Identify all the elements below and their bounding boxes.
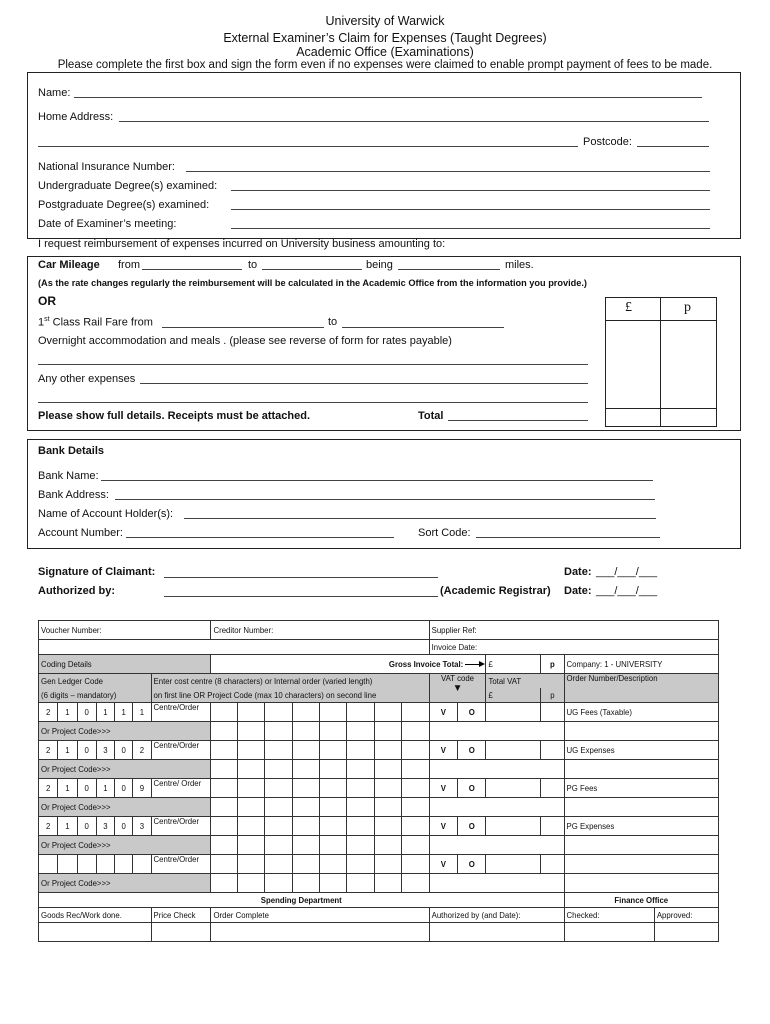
ledger-digit[interactable] xyxy=(115,855,133,874)
spending-dept-header: Spending Department xyxy=(39,893,565,908)
centre-order-label: Centre/Order xyxy=(151,703,211,722)
ni-number-label: National Insurance Number: xyxy=(38,161,175,173)
vat-code-header xyxy=(429,674,486,703)
home-address-label: Home Address: xyxy=(38,111,114,123)
vat-pound-cell[interactable] xyxy=(486,855,541,874)
vat-code-label: VAT code xyxy=(441,674,474,683)
vat-o-option[interactable]: O xyxy=(458,779,486,798)
checked-label: Checked: xyxy=(564,908,654,923)
ledger-digit[interactable]: 1 xyxy=(58,703,77,722)
gross-invoice-total-label: Gross Invoice Total: xyxy=(388,659,464,669)
code-box[interactable] xyxy=(265,741,292,760)
coding-row xyxy=(39,703,719,722)
vat-pence-cell[interactable] xyxy=(541,817,564,836)
order-description: UG Fees (Taxable) xyxy=(564,703,718,722)
code-box[interactable] xyxy=(402,779,429,798)
goods-rec-label: Goods Rec/Work done. xyxy=(39,908,152,923)
ledger-digit[interactable]: 3 xyxy=(96,741,114,760)
creditor-number-cell[interactable] xyxy=(211,621,429,640)
blank-cell xyxy=(429,836,564,855)
project-box[interactable] xyxy=(211,798,237,817)
mileage-miles-field[interactable] xyxy=(398,269,500,270)
project-box[interactable] xyxy=(347,722,374,741)
or-label: OR xyxy=(38,294,56,308)
goods-rec-field[interactable] xyxy=(39,923,152,942)
from-label: from xyxy=(118,259,140,271)
ledger-digit[interactable]: 1 xyxy=(115,703,133,722)
voucher-number-cell[interactable] xyxy=(39,621,211,640)
home-address-field[interactable] xyxy=(119,121,709,122)
code-box[interactable] xyxy=(347,741,374,760)
meeting-date-field[interactable] xyxy=(231,228,710,229)
order-complete-field[interactable] xyxy=(211,923,429,942)
meeting-date-label: Date of Examiner’s meeting: xyxy=(38,218,177,230)
project-box[interactable] xyxy=(292,836,319,855)
project-box[interactable] xyxy=(347,760,374,779)
sort-code-label: Sort Code: xyxy=(418,527,471,539)
code-box[interactable] xyxy=(211,817,237,836)
ledger-digit[interactable]: 0 xyxy=(77,817,96,836)
project-code-label: Or Project Code>>> xyxy=(39,874,211,893)
code-box[interactable] xyxy=(347,817,374,836)
code-box[interactable] xyxy=(211,779,237,798)
receipts-note: Please show full details. Receipts must be attached. xyxy=(38,410,311,422)
cost-centre-text-1: Enter cost centre (8 characters) or Internal order (varied length) xyxy=(153,676,373,686)
claimant-signature-field[interactable] xyxy=(164,577,438,578)
project-code-label: Or Project Code>>> xyxy=(39,836,211,855)
code-box[interactable] xyxy=(320,741,347,760)
vat-v-option[interactable]: V xyxy=(429,817,457,836)
vat-pence-label: p xyxy=(550,690,555,700)
project-box[interactable] xyxy=(237,722,264,741)
office-title: Academic Office (Examinations) xyxy=(296,45,474,59)
project-box[interactable] xyxy=(265,798,292,817)
car-mileage-label: Car Mileage xyxy=(38,259,100,271)
authorized-date-field[interactable]: ___/___/___ xyxy=(596,585,658,597)
project-box[interactable] xyxy=(237,760,264,779)
code-box[interactable] xyxy=(265,817,292,836)
project-box[interactable] xyxy=(374,760,401,779)
project-box[interactable] xyxy=(320,874,347,893)
ledger-digit[interactable] xyxy=(133,855,151,874)
price-check-field[interactable] xyxy=(151,923,211,942)
rail-to-field[interactable] xyxy=(342,327,504,328)
project-box[interactable] xyxy=(237,836,264,855)
vat-pence-cell[interactable] xyxy=(541,703,564,722)
vat-pound-cell[interactable] xyxy=(486,741,541,760)
vat-pence-cell[interactable] xyxy=(541,779,564,798)
miles-label: miles. xyxy=(505,259,534,271)
coding-details-label: Coding Details xyxy=(41,659,92,669)
pound-header: £ xyxy=(625,300,632,315)
ledger-digit[interactable]: 2 xyxy=(39,703,58,722)
registrar-label: (Academic Registrar) xyxy=(440,585,551,597)
reimbursement-text: I request reimbursement of expenses incurred on University business amounting to: xyxy=(38,238,446,250)
vat-pound-label: £ xyxy=(488,690,493,700)
blank-cell xyxy=(564,836,718,855)
total-vat-label: Total VAT xyxy=(488,676,522,686)
ledger-digit[interactable]: 0 xyxy=(77,703,96,722)
centre-order-label: Centre/Order xyxy=(151,741,211,760)
vat-v-option[interactable]: V xyxy=(429,741,457,760)
bank-address-field[interactable] xyxy=(115,499,655,500)
vat-o-option[interactable]: O xyxy=(458,703,486,722)
vat-pence-header xyxy=(541,688,564,703)
gross-pence-cell[interactable] xyxy=(541,655,564,674)
cost-centre-header-2 xyxy=(151,688,429,703)
six-digits-header xyxy=(39,688,152,703)
rail-fare-text: Class Rail Fare from xyxy=(52,316,153,329)
code-box[interactable] xyxy=(265,703,292,722)
project-box[interactable] xyxy=(320,760,347,779)
authorized-date-label: Date: xyxy=(564,585,592,597)
project-box[interactable] xyxy=(402,836,429,855)
account-number-field[interactable] xyxy=(126,537,394,538)
blank-cell xyxy=(429,722,564,741)
overnight-field[interactable] xyxy=(38,364,588,365)
rail-fare-label xyxy=(38,316,153,329)
coding-row xyxy=(39,741,719,760)
code-box[interactable] xyxy=(374,817,401,836)
order-desc-label: Order Number/Description xyxy=(566,674,658,683)
blank-cell xyxy=(564,722,718,741)
code-box[interactable] xyxy=(237,817,264,836)
rate-note: (As the rate changes regularly the reimbursement will be calculated in the Academic Office from the information you provide.) xyxy=(38,278,587,288)
project-box[interactable] xyxy=(292,798,319,817)
code-box[interactable] xyxy=(237,703,264,722)
price-check-label: Price Check xyxy=(151,908,211,923)
rail-fare-suffix: st xyxy=(44,316,50,323)
gross-pence-label: p xyxy=(550,659,555,669)
vat-v-option[interactable]: V xyxy=(429,779,457,798)
bank-address-label: Bank Address: xyxy=(38,489,109,501)
code-box[interactable] xyxy=(402,817,429,836)
project-box[interactable] xyxy=(347,798,374,817)
ledger-digit[interactable]: 0 xyxy=(115,741,133,760)
overnight-label: Overnight accommodation and meals . (please see reverse of form for rates payable) xyxy=(38,335,452,347)
blank-cell xyxy=(429,798,564,817)
project-box[interactable] xyxy=(374,836,401,855)
ledger-digit[interactable] xyxy=(58,855,77,874)
sort-code-field[interactable] xyxy=(476,537,660,538)
blank-cell xyxy=(564,760,718,779)
coding-row xyxy=(39,817,719,836)
code-box[interactable] xyxy=(347,855,374,874)
form-title: External Examiner’s Claim for Expenses (Taught Degrees) xyxy=(223,31,547,45)
total-label: Total xyxy=(418,410,444,422)
code-box[interactable] xyxy=(211,703,237,722)
project-box[interactable] xyxy=(320,836,347,855)
coding-table xyxy=(38,620,719,942)
code-box[interactable] xyxy=(265,855,292,874)
supplier-ref-cell[interactable] xyxy=(429,621,718,640)
code-box[interactable] xyxy=(402,741,429,760)
centre-order-label: Centre/Order xyxy=(151,817,211,836)
vat-pound-cell[interactable] xyxy=(486,817,541,836)
ledger-digit[interactable]: 2 xyxy=(39,817,58,836)
pence-header: p xyxy=(684,300,691,315)
vat-pound-cell[interactable] xyxy=(486,703,541,722)
code-box[interactable] xyxy=(347,703,374,722)
ug-degrees-field[interactable] xyxy=(231,190,710,191)
order-description: PG Expenses xyxy=(564,817,718,836)
pg-degrees-label: Postgraduate Degree(s) examined: xyxy=(38,199,210,211)
total-field[interactable] xyxy=(448,420,588,421)
project-box[interactable] xyxy=(320,798,347,817)
gross-invoice-total-cell xyxy=(211,655,486,674)
ledger-digit[interactable]: 9 xyxy=(133,779,151,798)
postcode-label: Postcode: xyxy=(583,136,632,148)
order-description: UG Expenses xyxy=(564,741,718,760)
claimant-signature-label: Signature of Claimant: xyxy=(38,566,156,578)
project-box[interactable] xyxy=(402,874,429,893)
project-box[interactable] xyxy=(347,874,374,893)
project-box[interactable] xyxy=(347,836,374,855)
blank-cell xyxy=(39,640,430,655)
code-box[interactable] xyxy=(374,703,401,722)
code-box[interactable] xyxy=(237,855,264,874)
code-box[interactable] xyxy=(320,703,347,722)
arrow-right-icon xyxy=(465,664,483,665)
vat-o-option[interactable]: O xyxy=(458,817,486,836)
project-box[interactable] xyxy=(292,760,319,779)
bank-name-field[interactable] xyxy=(101,480,653,481)
project-box[interactable] xyxy=(265,722,292,741)
rail-from-field[interactable] xyxy=(162,327,324,328)
authorized-by-label: Authorized by: xyxy=(38,585,115,597)
bank-details-box xyxy=(27,439,741,549)
name-field[interactable] xyxy=(74,97,702,98)
gross-pound-cell[interactable] xyxy=(486,655,541,674)
vat-pound-cell[interactable] xyxy=(486,779,541,798)
vat-pence-cell[interactable] xyxy=(541,741,564,760)
coding-row xyxy=(39,855,719,874)
account-holder-field[interactable] xyxy=(184,518,656,519)
authorized-date-label: Authorized by (and Date): xyxy=(429,908,564,923)
order-description: PG Fees xyxy=(564,779,718,798)
ledger-digit[interactable] xyxy=(77,855,96,874)
code-box[interactable] xyxy=(374,741,401,760)
project-box[interactable] xyxy=(211,836,237,855)
account-holder-label: Name of Account Holder(s): xyxy=(38,508,174,520)
mileage-to-field[interactable] xyxy=(262,269,362,270)
finance-office-header: Finance Office xyxy=(564,893,718,908)
name-label: Name: xyxy=(38,87,71,99)
university-title: University of Warwick xyxy=(325,14,445,28)
project-box[interactable] xyxy=(402,760,429,779)
project-box[interactable] xyxy=(292,722,319,741)
postcode-field[interactable] xyxy=(637,146,709,147)
rail-to-label: to xyxy=(328,316,338,328)
code-box[interactable] xyxy=(320,855,347,874)
invoice-date-cell[interactable] xyxy=(429,640,718,655)
ledger-digit[interactable]: 1 xyxy=(58,817,77,836)
home-address-field-2[interactable] xyxy=(38,146,578,147)
creditor-number-label: Creditor Number: xyxy=(213,625,274,635)
ledger-digit[interactable]: 2 xyxy=(39,741,58,760)
account-number-label: Account Number: xyxy=(38,527,123,539)
centre-order-label: Centre/ Order xyxy=(151,779,211,798)
approved-field[interactable] xyxy=(654,923,718,942)
blank-cell xyxy=(429,874,564,893)
project-code-label: Or Project Code>>> xyxy=(39,760,211,779)
project-box[interactable] xyxy=(374,874,401,893)
project-box[interactable] xyxy=(265,836,292,855)
project-box[interactable] xyxy=(402,722,429,741)
ledger-digit[interactable] xyxy=(39,855,58,874)
claimant-date-field[interactable]: ___/___/___ xyxy=(596,566,658,578)
authorized-signature-field[interactable] xyxy=(164,596,438,597)
vat-o-option[interactable]: O xyxy=(458,855,486,874)
pg-degrees-field[interactable] xyxy=(231,209,710,210)
code-box[interactable] xyxy=(265,779,292,798)
amount-total-line xyxy=(605,408,717,409)
vat-v-option[interactable]: V xyxy=(429,703,457,722)
project-box[interactable] xyxy=(211,874,237,893)
code-box[interactable] xyxy=(320,779,347,798)
checked-field[interactable] xyxy=(564,923,654,942)
project-box[interactable] xyxy=(237,798,264,817)
code-box[interactable] xyxy=(374,855,401,874)
project-box[interactable] xyxy=(211,760,237,779)
blank-cell xyxy=(429,760,564,779)
supplier-ref-label: Supplier Ref: xyxy=(431,625,477,635)
centre-order-label: Centre/Order xyxy=(151,855,211,874)
other-expenses-field[interactable] xyxy=(140,383,588,384)
project-box[interactable] xyxy=(320,722,347,741)
voucher-number-label: Voucher Number: xyxy=(41,625,102,635)
ledger-digit[interactable]: 0 xyxy=(115,779,133,798)
project-box[interactable] xyxy=(265,760,292,779)
project-box[interactable] xyxy=(374,798,401,817)
ledger-digit[interactable]: 2 xyxy=(39,779,58,798)
code-box[interactable] xyxy=(292,741,319,760)
code-box[interactable] xyxy=(292,855,319,874)
amount-header-line xyxy=(605,320,717,321)
invoice-date-label: Invoice Date: xyxy=(431,642,478,652)
project-code-label: Or Project Code>>> xyxy=(39,798,211,817)
gross-pound-label: £ xyxy=(488,659,493,669)
project-box[interactable] xyxy=(211,722,237,741)
ledger-digit[interactable]: 1 xyxy=(96,703,114,722)
bank-name-label: Bank Name: xyxy=(38,470,99,482)
rail-fare-ordinal: 1 xyxy=(38,316,45,329)
six-digits-label: (6 digits – mandatory) xyxy=(41,690,117,700)
code-box[interactable] xyxy=(374,779,401,798)
total-vat-header xyxy=(486,674,564,689)
code-box[interactable] xyxy=(211,855,237,874)
code-box[interactable] xyxy=(347,779,374,798)
ledger-digit[interactable]: 0 xyxy=(77,741,96,760)
ledger-digit[interactable]: 1 xyxy=(96,779,114,798)
ledger-digit[interactable]: 1 xyxy=(133,703,151,722)
code-box[interactable] xyxy=(292,817,319,836)
code-box[interactable] xyxy=(402,703,429,722)
ni-number-field[interactable] xyxy=(186,171,710,172)
order-desc-header xyxy=(564,674,718,703)
code-box[interactable] xyxy=(237,741,264,760)
code-box[interactable] xyxy=(320,817,347,836)
being-label: being xyxy=(366,259,393,271)
coding-row xyxy=(39,779,719,798)
blank-cell xyxy=(564,798,718,817)
cost-centre-header xyxy=(151,674,429,689)
project-box[interactable] xyxy=(292,874,319,893)
code-box[interactable] xyxy=(402,855,429,874)
coding-details-cell xyxy=(39,655,211,674)
company-cell xyxy=(564,655,718,674)
gen-ledger-label: Gen Ledger Code xyxy=(41,676,103,686)
vat-pence-cell[interactable] xyxy=(541,855,564,874)
ledger-digit[interactable]: 1 xyxy=(58,779,77,798)
order-complete-label: Order Complete xyxy=(211,908,429,923)
claimant-date-label: Date: xyxy=(564,566,592,578)
instruction-text: Please complete the first box and sign the form even if no expenses were claimed to enable prompt payment of fees to be made. xyxy=(57,59,713,71)
ug-degrees-label: Undergraduate Degree(s) examined: xyxy=(38,180,218,192)
ledger-digit[interactable]: 1 xyxy=(58,741,77,760)
ledger-digit[interactable] xyxy=(96,855,114,874)
bank-details-title: Bank Details xyxy=(38,445,105,457)
other-expenses-label: Any other expenses xyxy=(38,373,136,385)
arrow-down-icon: ▼ xyxy=(452,683,463,694)
ledger-digit[interactable]: 3 xyxy=(96,817,114,836)
ledger-digit[interactable]: 0 xyxy=(115,817,133,836)
ledger-digit[interactable]: 2 xyxy=(133,741,151,760)
project-box[interactable] xyxy=(402,798,429,817)
project-code-label: Or Project Code>>> xyxy=(39,722,211,741)
ledger-digit[interactable]: 3 xyxy=(133,817,151,836)
gen-ledger-header xyxy=(39,674,152,689)
vat-pound-header xyxy=(486,688,541,703)
authorized-date-field[interactable] xyxy=(429,923,564,942)
order-description xyxy=(564,855,718,874)
cost-centre-text-2: on first line OR Project Code (max 10 characters) on second line xyxy=(153,690,377,700)
vat-o-option[interactable]: O xyxy=(458,741,486,760)
vat-v-option[interactable]: V xyxy=(429,855,457,874)
company-label: Company: 1 - UNIVERSITY xyxy=(566,659,663,669)
code-box[interactable] xyxy=(292,703,319,722)
ledger-digit[interactable]: 0 xyxy=(77,779,96,798)
project-box[interactable] xyxy=(265,874,292,893)
mileage-from-field[interactable] xyxy=(142,269,242,270)
project-box[interactable] xyxy=(374,722,401,741)
to-label: to xyxy=(248,259,258,271)
code-box[interactable] xyxy=(292,779,319,798)
code-box[interactable] xyxy=(211,741,237,760)
approved-label: Approved: xyxy=(654,908,718,923)
project-box[interactable] xyxy=(237,874,264,893)
blank-cell xyxy=(564,874,718,893)
other-expenses-field-2[interactable] xyxy=(38,402,588,403)
code-box[interactable] xyxy=(237,779,264,798)
